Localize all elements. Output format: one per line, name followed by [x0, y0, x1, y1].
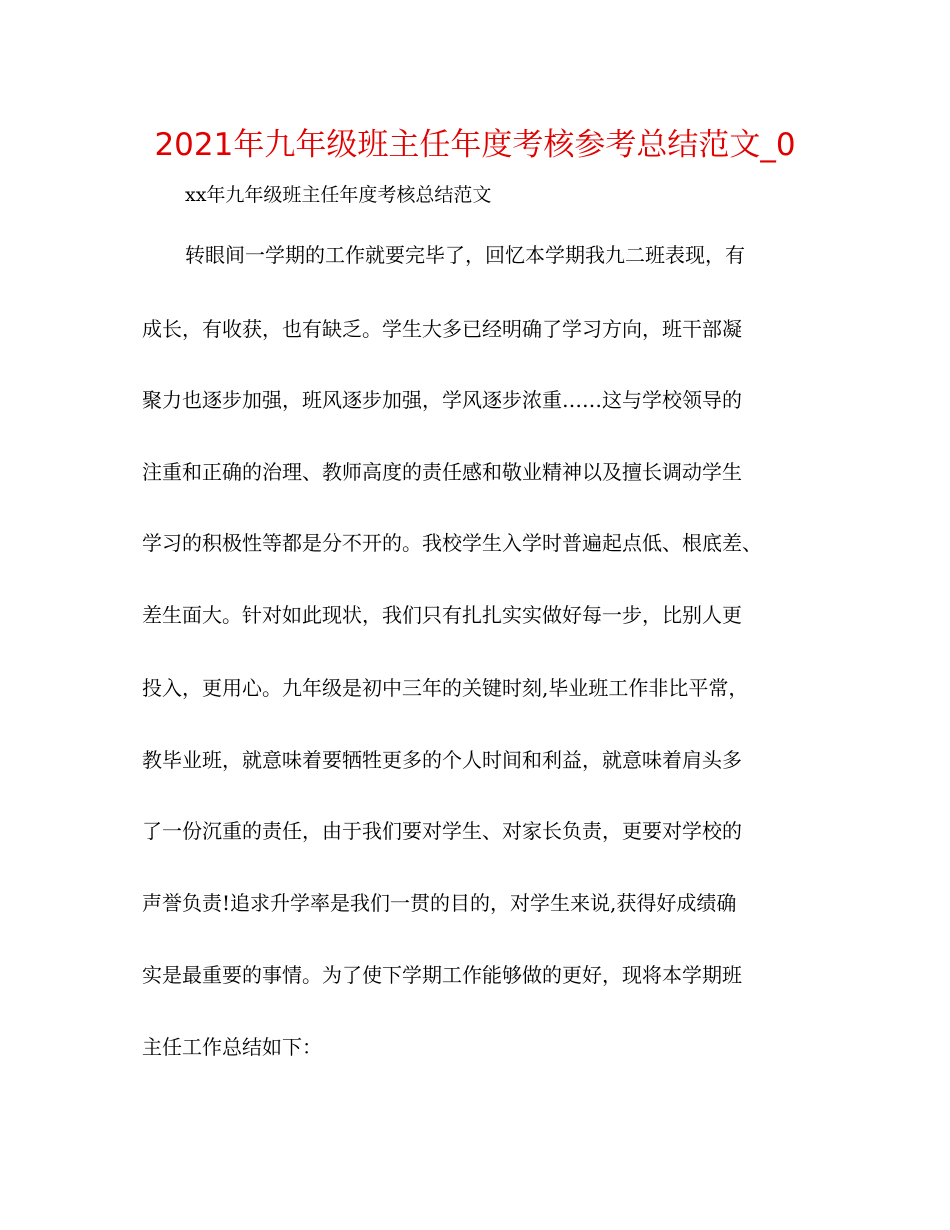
paragraph-line: 了一份沉重的责任，由于我们要对学生、对家长负责，更要对学校的	[142, 819, 742, 843]
paragraph-line: 主任工作总结如下：	[142, 1035, 322, 1059]
paragraph-line: 教毕业班，就意味着要牺牲更多的个人时间和利益，就意味着肩头多	[142, 748, 742, 772]
paragraph-line: 实是最重要的事情。为了使下学期工作能够做的更好，现将本学期班	[142, 963, 742, 987]
document-subtitle: xx年九年级班主任年度考核总结范文	[185, 184, 492, 206]
paragraph-line: 注重和正确的治理、教师高度的责任感和敬业精神以及擅长调动学生	[142, 460, 742, 484]
document-title: 2021年九年级班主任年度考核参考总结范文_0	[154, 127, 796, 163]
paragraph-line: 聚力也逐步加强，班风逐步加强，学风逐步浓重……这与学校领导的	[142, 388, 742, 412]
paragraph-line: 转眼间一学期的工作就要完毕了，回忆本学期我九二班表现，有	[185, 243, 745, 267]
paragraph-line: 成长，有收获，也有缺乏。学生大多已经明确了学习方向，班干部凝	[142, 317, 742, 341]
paragraph-line: 差生面大。针对如此现状，我们只有扎扎实实做好每一步，比别人更	[142, 603, 742, 627]
paragraph-line: 学习的积极性等都是分不开的。我校学生入学时普遍起点低、根底差、	[142, 531, 762, 555]
paragraph-line: 声誉负责!追求升学率是我们一贯的目的，对学生来说,获得好成绩确	[142, 891, 737, 915]
paragraph-line: 投入，更用心。九年级是初中三年的关键时刻,毕业班工作非比平常，	[142, 676, 749, 700]
